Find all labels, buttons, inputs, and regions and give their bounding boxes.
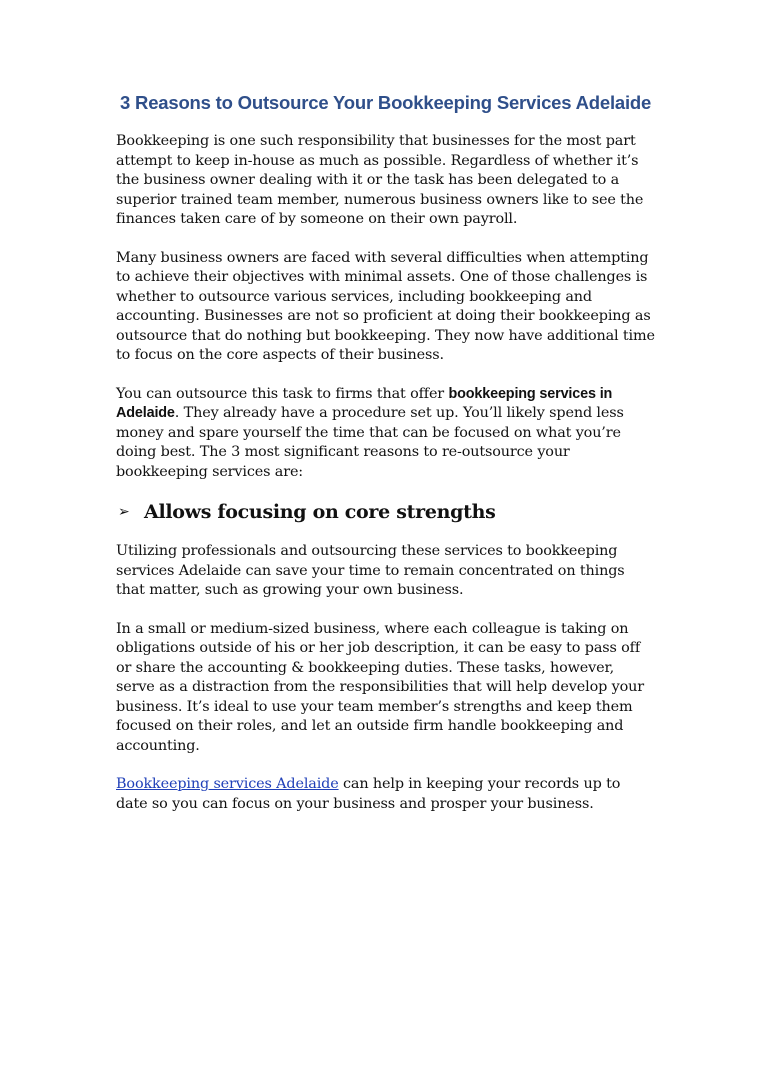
bookkeeping-services-link[interactable]: Bookkeeping services Adelaide bbox=[116, 776, 339, 792]
strengths-paragraph: Utilizing professionals and outsourcing these services to bookkeeping services Adelaide can save your time to remain concentrated on things that matter, such as growing your own business. bbox=[116, 543, 625, 598]
outsource-bold-keyword: bookkeeping services in Adelaide bbox=[116, 385, 613, 421]
outsource-text-after: . They already have a procedure set up. You’ll likely spend less money and spare yourself the time that can be focused on what you’re doing best. The 3 most significant reasons to re-outsource your bookkeeping services are: bbox=[116, 405, 624, 480]
document-title: 3 Reasons to Outsource Your Bookkeeping Services Adelaide bbox=[120, 92, 652, 113]
challenges-paragraph: Many business owners are faced with several difficulties when attempting to achieve their objectives with minimal assets. One of those challenges is whether to outsource various services, including bookkeeping and accounting. Businesses are not so proficient at doing their bookkeeping as outsource that do nothing but bookkeeping. They now have additional time to focus on the core aspects of their business. bbox=[116, 249, 655, 363]
small-business-paragraph: In a small or medium-sized business, where each colleague is taking on obligations outside of his or her job description, it can be easy to pass off or share the accounting & bookkeeping duties. These tasks, however, serve as a distraction from the responsibilities that will help develop your business. It’s ideal to use your team member’s strengths and keep them focused on their roles, and let an outside firm handle bookkeeping and accounting. bbox=[116, 620, 644, 754]
arrow-bullet-icon: ➢ bbox=[118, 504, 130, 520]
document-body bbox=[116, 92, 656, 833]
outsource-text-before: You can outsource this task to firms that offer bbox=[116, 385, 449, 402]
closing-paragraph bbox=[116, 775, 656, 814]
outsource-paragraph bbox=[116, 385, 656, 483]
section-heading bbox=[116, 501, 656, 523]
intro-paragraph: Bookkeeping is one such responsibility that businesses for the most part attempt to keep in-house as much as possible. Regardless of whether it’s the business owner dealing with it or the task has been delegated to a superior trained team member, numerous business owners like to see the finances taken care of by someone on their own payroll. bbox=[116, 133, 644, 227]
section-heading-text: Allows focusing on core strengths bbox=[144, 501, 496, 523]
closing-text: can help in keeping your records up to date so you can focus on your business and prosper your business. bbox=[116, 776, 621, 812]
